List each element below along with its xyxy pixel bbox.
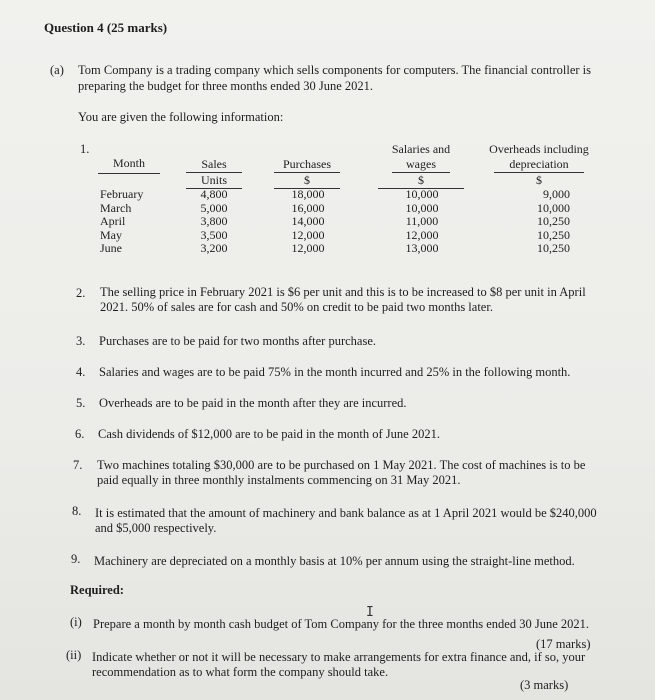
header-overheads	[478, 142, 600, 188]
item-3-number: 3.	[76, 334, 86, 348]
table-cell: 3,500	[200, 227, 228, 242]
part-a-label: (a)	[50, 63, 64, 77]
req-ii-line-1: Indicate whether or not it will be necessary to make arrangements for extra finance and, if so, your	[92, 650, 586, 664]
text-cursor-icon: I	[366, 605, 374, 620]
req-ii-marks: (3 marks)	[520, 678, 569, 692]
item-8-text	[95, 506, 597, 536]
req-ii-number: (ii)	[66, 648, 82, 662]
header-sales-1: Sales	[186, 157, 242, 173]
table-cell: 10,250	[537, 241, 570, 256]
question-title: Question 4 (25 marks)	[44, 20, 168, 35]
header-salaries-2: wages	[392, 157, 450, 173]
header-month: Month	[98, 156, 160, 174]
item-5-text: Overheads are to be paid in the month after they are incurred.	[99, 396, 407, 410]
item-7-text	[97, 458, 585, 488]
item-1-number: 1.	[80, 142, 90, 156]
table-cell: 16,000	[291, 200, 325, 215]
req-ii-line-2: recommendation as to what form the company should take.	[92, 665, 389, 679]
item-3-text: Purchases are to be paid for two months after purchase.	[99, 334, 376, 348]
table-cell: 10,000	[405, 187, 439, 201]
item-8-number: 8.	[72, 504, 82, 518]
req-ii-text	[92, 650, 585, 680]
given-text: You are given the following information:	[78, 110, 284, 124]
table-cell: 4,800	[200, 187, 228, 201]
table-cell: February	[100, 187, 144, 201]
header-purchases-2: $	[274, 173, 340, 189]
header-overheads-1: Overheads including	[489, 142, 589, 156]
item-5-number: 5.	[76, 396, 86, 410]
column-overheads	[512, 188, 570, 256]
item-6-text: Cash dividends of $12,000 are to be paid in the month of June 2021.	[98, 427, 440, 441]
table-cell: 10,250	[537, 227, 570, 242]
table-cell: June	[100, 241, 122, 256]
item-4-number: 4.	[76, 365, 86, 379]
table-cell: 18,000	[291, 187, 325, 201]
table-cell: 13,000	[405, 241, 439, 256]
table-cell: March	[100, 200, 132, 215]
header-salaries-3: $	[378, 173, 464, 189]
req-i-marks: (17 marks)	[536, 637, 591, 651]
item-2-line-2: 2021. 50% of sales are for cash and 50% on credit to be paid two months later.	[100, 300, 493, 314]
item-2-text	[100, 285, 586, 315]
item-9-number: 9.	[71, 552, 81, 566]
table-cell: 5,000	[200, 200, 228, 215]
header-purchases	[274, 157, 340, 189]
table-cell: 3,200	[200, 241, 228, 256]
req-i-text: Prepare a month by month cash budget of Tom Company for the three months ended 30 June 2021.	[93, 617, 590, 631]
item-4-text: Salaries and wages are to be paid 75% in the month incurred and 25% in the following month.	[99, 365, 571, 379]
header-sales-2: Units	[186, 173, 242, 189]
header-sales	[186, 157, 242, 189]
table-cell: 3,800	[200, 214, 228, 229]
item-8-line-2: and $5,000 respectively.	[95, 521, 217, 535]
table-cell: 9,000	[543, 187, 570, 201]
column-purchases	[278, 188, 338, 256]
table-cell: 12,000	[291, 227, 325, 242]
intro-paragraph	[78, 62, 591, 94]
item-7-line-2: paid equally in three monthly instalments commencing on 31 May 2021.	[97, 473, 461, 487]
header-salaries	[378, 142, 464, 189]
table-cell: 11,000	[405, 214, 439, 229]
intro-line-1: Tom Company is a trading company which sells components for computers. The financial controller is	[78, 63, 592, 77]
item-6-number: 6.	[75, 427, 85, 441]
column-sales	[186, 188, 242, 256]
table-cell: May	[100, 227, 122, 242]
column-months	[100, 188, 170, 256]
item-2-number: 2.	[76, 286, 86, 300]
item-7-line-1: Two machines totaling $30,000 are to be purchased on 1 May 2021. The cost of machines is to be	[97, 458, 586, 472]
header-overheads-3: $	[536, 173, 542, 187]
table-cell: 14,000	[291, 214, 325, 229]
header-overheads-2: depreciation	[494, 157, 584, 173]
item-7-number: 7.	[73, 458, 83, 472]
table-cell: 10,250	[537, 214, 570, 229]
item-8-line-1: It is estimated that the amount of machinery and bank balance as at 1 April 2021 would be $240,000	[95, 506, 597, 520]
table-cell: 12,000	[405, 227, 439, 242]
intro-line-2: preparing the budget for three months ended 30 June 2021.	[78, 79, 374, 93]
item-9-text: Machinery are depreciated on a monthly basis at 10% per annum using the straight-line method.	[94, 554, 575, 568]
table-cell: 10,000	[405, 200, 439, 215]
table-cell: 10,000	[537, 200, 570, 215]
req-i-number: (i)	[70, 615, 82, 629]
table-cell: 12,000	[291, 241, 325, 256]
required-heading: Required:	[70, 583, 124, 597]
column-salaries	[392, 188, 452, 256]
header-salaries-1: Salaries and	[391, 142, 451, 156]
item-2-line-1: The selling price in February 2021 is $6 per unit and this is to be increased to $8 per unit in April	[100, 285, 586, 299]
header-purchases-1: Purchases	[274, 157, 340, 173]
table-cell: April	[100, 214, 126, 229]
